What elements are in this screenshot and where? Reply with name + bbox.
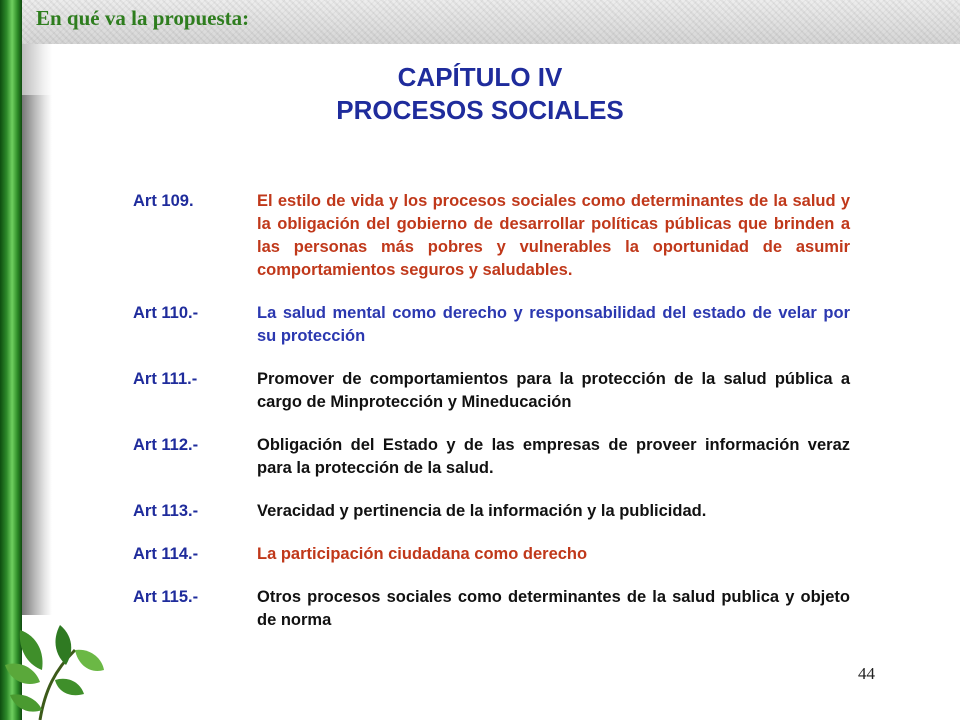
leaves-decoration-icon <box>0 610 110 720</box>
chapter-number: CAPÍTULO IV <box>397 62 563 92</box>
article-109 <box>133 190 850 282</box>
article-number: Art 109. <box>133 192 194 210</box>
article-number: Art 111.- <box>133 370 198 388</box>
article-number: Art 115.- <box>133 588 199 606</box>
article-112 <box>133 434 850 480</box>
article-text: La salud mental como derecho y responsabilidad del estado de velar por su protección <box>257 304 850 345</box>
article-text: Promover de comportamientos para la protección de la salud pública a cargo de Minprotección y Mineducación <box>257 370 850 411</box>
article-number: Art 112.- <box>133 436 199 454</box>
article-text: El estilo de vida y los procesos sociales como determinantes de la salud y la obligación del gobierno de desarrollar políticas públicas que brinden a las personas más pobres y vulnerables la oportunidad de asumir comportamientos seguros y saludables. <box>257 192 850 279</box>
article-number: Art 114.- <box>133 545 199 563</box>
article-text: Obligación del Estado y de las empresas de proveer información veraz para la protección de la salud. <box>257 436 850 477</box>
article-number: Art 113.- <box>133 502 199 520</box>
page-number: 44 <box>858 664 875 683</box>
article-number: Art 110.- <box>133 304 199 322</box>
article-110 <box>133 302 850 348</box>
article-115 <box>133 586 850 632</box>
article-text: La participación ciudadana como derecho <box>257 545 588 563</box>
left-shadow-strip <box>22 95 52 615</box>
header-banner <box>0 0 960 44</box>
article-text: Otros procesos sociales como determinantes de la salud publica y objeto de norma <box>257 588 850 629</box>
article-113 <box>133 500 850 523</box>
article-text: Veracidad y pertinencia de la información y la publicidad. <box>257 502 707 520</box>
article-111 <box>133 368 850 414</box>
article-list <box>133 190 850 652</box>
slide-header-title: En qué va la propuesta: <box>36 6 250 30</box>
chapter-title: PROCESOS SOCIALES <box>336 95 624 125</box>
article-114 <box>133 543 850 566</box>
